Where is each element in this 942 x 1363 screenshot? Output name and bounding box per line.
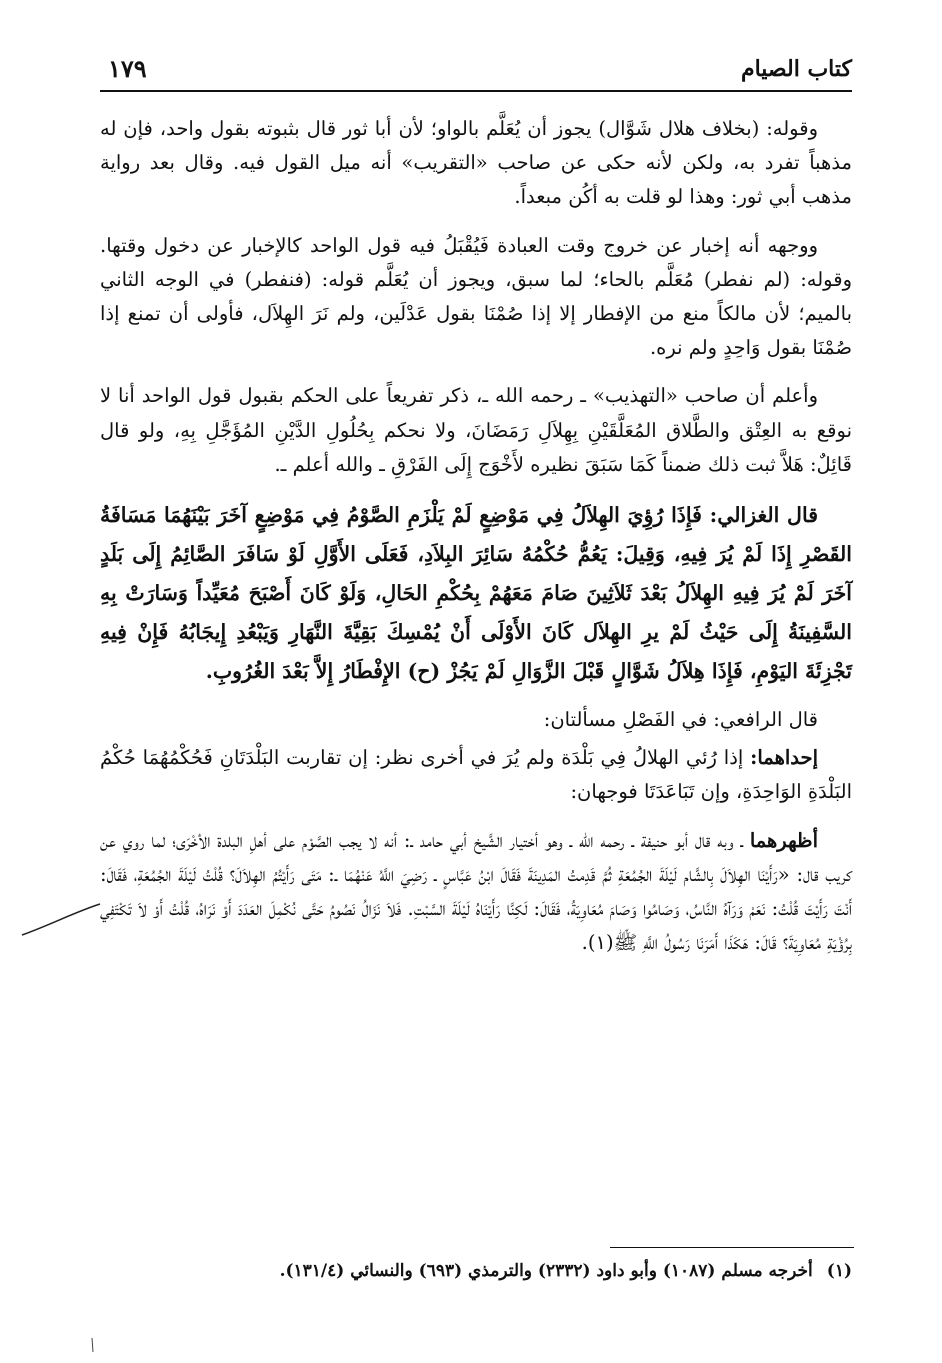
paragraph-ghazali-matn: قال الغزالي: فَإِذَا رُؤِيَ الهِلاَلُ فِي مَوْضِعٍ لَمْ يَلْزَمِ الصَّوْمُ فِي مَوْضِعٍ آخَرَ بَيْنَهُمَا مَسَافَةُ القَصْرِ إِذَا لَمْ يُرَ فِيهِ، وَقِيلَ: يَعُمُّ حُكْمُهُ سَائِرَ البِلاَدِ، فَعَلَى الأَوَّلِ لَوْ سَافَرَ الصَّائِمُ إِلَى بَلَدٍ آخَرَ لَمْ يُرَ فِيهِ الهِلاَلُ بَعْدَ ثَلاَثِينَ صَامَ مَعَهُمْ بِحُكْمِ الحَالِ، وَلَوْ كَانَ أَصْبَحَ مُعَيِّداً وَسَارَتْ بِهِ السَّفِينَةُ إِلَى حَيْثُ لَمْ يرِ الهِلاَل كَانَ الأَوْلَى أَنْ يُمْسِكَ بَقِيَّةَ النَّهَارِ وَيَبْعُدِ إِيجَابُهُ فَإِنْ فِيهِ تَجْزِئَةَ اليَوْمِ، فَإِذَا هِلاَلُ شَوَّالٍ قَبْلَ الزَّوَالِ لَمْ يَجُزْ (ح) الإِفْطَارُ إِلاَّ بَعْدَ الغُرُوبِ. [100, 503, 852, 684]
paragraph-first-issue: إحداهما: إذا رُئي الهلالُ فِي بَلْدَة ولم يُرَ في أخرى نظر: إن تقاربت البَلْدَتَانِ فَحُكْمُهُمَا حُكْمُ البَلْدَةِ الوَاحِدَةِ، وإن تَبَاعَدَتَا فوجهان: [100, 746, 852, 804]
paragraph-tahdhib: وأعلم أن صاحب «التهذيب» ـ رحمه الله ـ، ذكر تفريعاً على الحكم بقبول قول الواحد أنا لا نوقع به العِتْق والطَّلاق المُعَلَّقَيْنِ بِهِلاَلِ رَمَضَانَ، ولا نحكم بِحُلُولِ الدَّيْنِ المُؤَجَّلِ بِهِ، ولو قال قَائِلٌ: هَلاَّ ثبت ذلك ضمناً كَمَا سَبَقَ نظيره لأَخْوَج إِلَى الفَرْقِ ـ والله أعلم ـ. [100, 384, 852, 476]
paragraph-commentary-shawwal: وقوله: (بخلاف هلال شَوَّال) يجوز أن يُعَلَّم بالواو؛ لأن أبا ثور قال بثبوته بقول واحد، فإن له مذهباً تفرد به، ولكن لأنه حكى عن صاحب «التقريب» أنه ميل القول فيه. وقال بعد رواية مذهب أبي ثور: وهذا لو قلت به أكُن مبعداً. [100, 117, 852, 209]
paragraph-reasoning: ووجهه أنه إخبار عن خروج وقت العبادة فَيُقْبَلُ فيه قول الواحد كالإخبار عن دخول وقتها. وقوله: (لم نفطر) مُعَلَّم بالحاء؛ لما سبق، ويجوز أن يُعَلَّم قوله: (فنفطر) في الوجه الثاني بالميم؛ لأن مالكاً منع من الإفطار إلا إذا صُمْنَا بقول عَدْلَين، ولم نَرَ الهِلاَل، فأولى أن تمنع إذا صُمْنَا بقول وَاحِدٍ ولم نره. [100, 233, 852, 360]
first-issue-lead: إحداهما: [750, 746, 818, 770]
paragraph-kurayb-hadith: أظهرهما ـ وبه قال أبو حنيفة ـ رحمه الله ـ وهو أختيار الشَّيخ أبي حامد ـ: أنه لا يجب الصَّوْم على أهلِ البلدة الأخْرَى؛ لما روي عن كريب قال: «رَأَيْنَا الهِلاَلَ بِالشَّام لَيْلَةَ الجُمُعَةِ ثُمَّ قَدِمتُ المَدِينَةَ فَقَالَ ابْنُ عَبَّاسٍ ـ رَضِيَ اللَّهُ عَنْهُمَا ـ: مَتَى رَأَيْتُمُ الهِلاَلَ؟ قُلْتُ لَيْلَةَ الجُمُعَةِ، فَقَالَ: أَنْتَ رَأَيْتَ قُلْتُ: نَعَمْ وَرَآهُ النَّاسُ، وَصَامُوا وَصَامَ مُعَاوِيَةُ، فَقَالَ: لَكِنَّا رَأَيْنَاهُ لَيْلَةَ السَّبْتِ. فَلاَ نَزَالُ نَصُومُ حَتَّى نُكْمِلَ العَدَدَ أَوْ نَرَاهُ، قُلْتُ أَوْ لاَ تَكْتَفِي بِرُؤْيَةِ مُعَاوِيَةَ؟ قَالَ: هَكَذَا أَمَرَنَا رَسُولُ اللَّهِ ﷺ(١). [100, 828, 852, 955]
most-apparent-lead: أظهرهما [749, 828, 818, 852]
footnote-text: أخرجه مسلم (١٠٨٧) وأبو داود (٢٣٣٢) والترمذي (٦٩٣) والنسائي (١٣١/٤). [279, 1261, 813, 1281]
book-chapter-title: كتاب الصيام [740, 56, 852, 82]
footnote-number: (١) [826, 1261, 852, 1281]
page-number: ١٧٩ [108, 54, 147, 83]
paragraph-rafii-intro: قال الرافعي: في الفَصْلِ مسألتان: [543, 708, 818, 732]
